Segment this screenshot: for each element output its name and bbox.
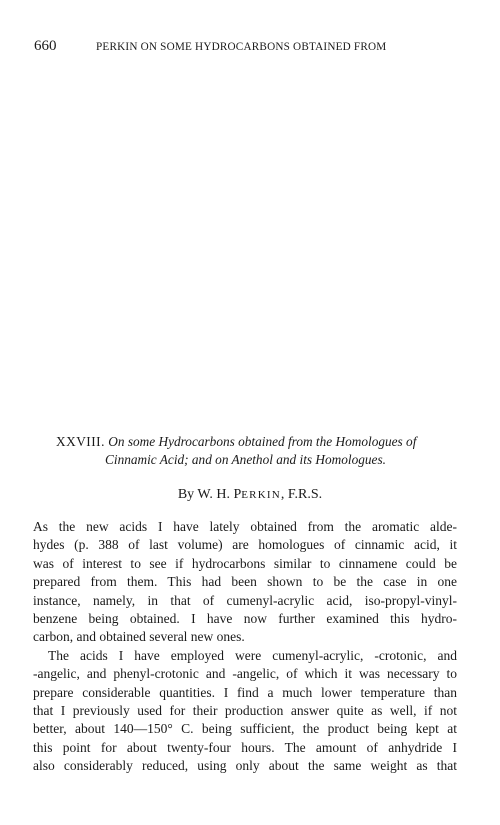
text-line: benzene being obtained. I have now further examined this hydro- — [33, 611, 457, 627]
byline-by: By W. H. P — [177, 487, 242, 502]
article-title-line-2: Cinnamic Acid; and on Anethol and its Homologues. — [105, 452, 386, 467]
text-line: prepare considerable quantities. I find a much lower temperature than — [33, 684, 457, 700]
text-line: better, about 140—150° C. being sufficient, the product being kept at — [33, 721, 457, 737]
paragraph-1 — [33, 518, 457, 647]
text-line: prepared from them. This had been shown to be the case in one — [33, 574, 457, 590]
text-line: that I previously used for their production answer quite as well, if not — [33, 703, 457, 719]
text-line: As the new acids I have lately obtained from the aromatic alde- — [33, 519, 457, 534]
byline-smallcaps: ERKIN — [241, 489, 281, 501]
text-line: The acids I have employed were cumenyl-acrylic, -crotonic, and — [48, 647, 457, 663]
body-text — [33, 518, 457, 776]
text-line: carbon, and obtained several new ones. — [33, 629, 245, 645]
paragraph-2 — [33, 647, 457, 776]
text-line: was of interest to see if hydrocarbons similar to cinnamene could be — [33, 555, 457, 571]
article-title-line-1: On some Hydrocarbons obtained from the Homologues of — [108, 434, 417, 449]
text-line: instance, namely, in that of cumenyl-acrylic acid, iso-propyl-vinyl- — [33, 592, 457, 608]
text-line: this point for about twenty-four hours. The amount of anhydride I — [33, 739, 457, 755]
author-byline — [0, 486, 500, 504]
byline-end: , F.R.S. — [280, 487, 323, 502]
running-head — [34, 36, 466, 56]
text-line: also considerably reduced, using only about the same weight as that — [33, 758, 457, 774]
text-line: hydes (p. 388 of last volume) are homologues of cinnamic acid, it — [33, 537, 457, 553]
text-line: -angelic, and phenyl-crotonic and -angelic, of which it was necessary to — [33, 666, 457, 682]
article-title — [56, 433, 456, 469]
page-number: 660 — [34, 38, 57, 54]
article-number: XXVIII. — [56, 434, 105, 449]
running-head-title: PERKIN ON SOME HYDROCARBONS OBTAINED FROM — [96, 41, 387, 53]
